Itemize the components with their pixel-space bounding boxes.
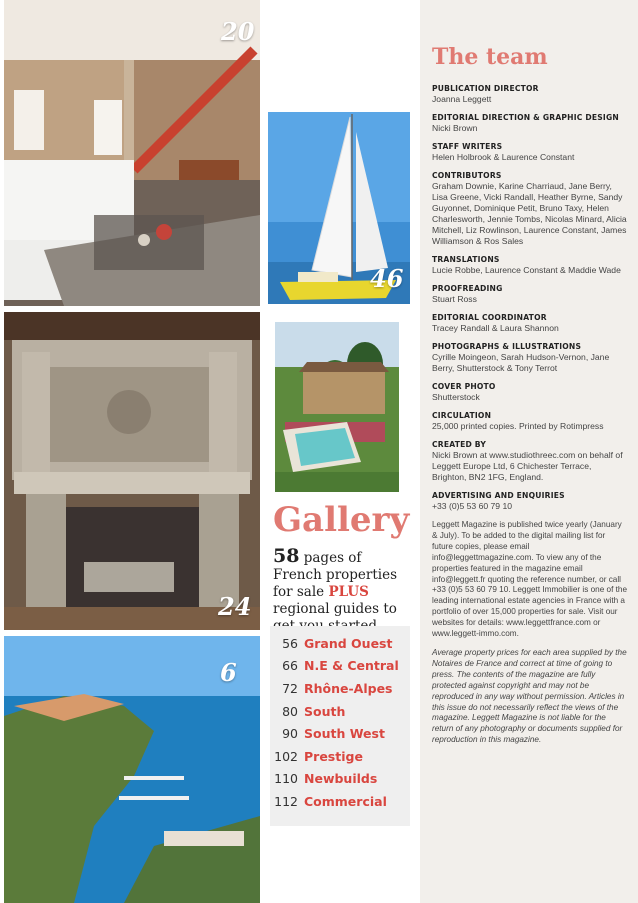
- toc-region-name: Commercial: [304, 793, 387, 809]
- credit-names: Helen Holbrook & Laurence Constant: [432, 152, 575, 162]
- toc-item[interactable]: [272, 722, 399, 745]
- credit-role: ADVERTISING AND ENQUIRIES: [432, 491, 565, 500]
- toc-page-number: 66: [282, 658, 298, 674]
- credit-names: Nicki Brown: [432, 123, 478, 133]
- credit-contributors: [432, 171, 628, 247]
- credit-role: PROOFREADING: [432, 284, 503, 293]
- credit-names: +33 (0)5 53 60 79 10: [432, 501, 513, 511]
- toc-item[interactable]: [272, 790, 399, 813]
- sailboat-photo: [268, 112, 410, 304]
- toc-page-number: 72: [282, 680, 298, 696]
- toc-region-name: N.E & Central: [304, 658, 399, 674]
- credit-editorial-coordinator: [432, 313, 628, 334]
- credit-role: EDITORIAL COORDINATOR: [432, 313, 547, 322]
- living-room-photo: [4, 0, 260, 306]
- credit-role: CONTRIBUTORS: [432, 171, 502, 180]
- credit-names: Stuart Ross: [432, 294, 477, 304]
- credit-names: Graham Downie, Karine Charriaud, Jane Berry, Lisa Greene, Vicki Randall, Heather Byrne, Sandy Guyonnet, Dominique Petit, Bruno Taxy, Helen Charlesworth, Jennie Tombs, Nicolas Minard, Alicia Mitchell, Liz Rowlinson, Laurence Constant, James Williamson & Ros Sales: [432, 181, 627, 246]
- credit-role: CREATED BY: [432, 440, 487, 449]
- toc-region-name: South: [304, 703, 346, 719]
- gallery-subtitle-line2: regional guides to: [273, 601, 397, 617]
- page-number-living-room: 20: [221, 17, 255, 46]
- toc-item[interactable]: [272, 655, 399, 678]
- toc-item[interactable]: [272, 677, 399, 700]
- credit-role: COVER PHOTO: [432, 382, 496, 391]
- toc-page-number: 56: [282, 635, 298, 651]
- credit-names: Tracey Randall & Laura Shannon: [432, 323, 559, 333]
- credit-role: PHOTOGRAPHS & ILLUSTRATIONS: [432, 342, 582, 351]
- fireplace-photo: [4, 312, 260, 630]
- credit-role: EDITORIAL DIRECTION & GRAPHIC DESIGN: [432, 113, 619, 122]
- gallery-plus-label: PLUS: [328, 584, 369, 600]
- credit-advertising: [432, 491, 628, 512]
- credit-role: PUBLICATION DIRECTOR: [432, 84, 539, 93]
- page-number-coast: 6: [220, 658, 237, 687]
- toc-region-name: Grand Ouest: [304, 635, 393, 651]
- credit-staff-writers: [432, 142, 628, 163]
- toc-page-number: 102: [274, 748, 298, 764]
- toc-region-name: South West: [304, 726, 385, 742]
- credit-names: Joanna Leggett: [432, 94, 492, 104]
- team-title: The team: [432, 44, 548, 70]
- page-number-fireplace: 24: [218, 592, 252, 621]
- credit-names: Nicki Brown at www.studiothreec.com on behalf of Leggett Europe Ltd, 6 Chichester Terrace, Brighton, BN2 1FG, England.: [432, 450, 623, 482]
- pool-house-photo: [275, 322, 399, 492]
- credit-names: Shutterstock: [432, 392, 480, 402]
- credit-proofreading: [432, 284, 628, 305]
- toc-item[interactable]: [272, 745, 399, 768]
- disclaimer-paragraph: Average property prices for each area supplied by the Notaires de France and correct at time of going to press. The contents of the magazine are fully protected against copyright and may not be reproduced in any way without permission. Articles in this issue do not necessarily reflect the views of the magazine. Leggett Magazine is not liable for the return of any photography or documents supplied for reproduction in this magazine.: [432, 647, 627, 745]
- credit-names: Cyrille Moingeon, Sarah Hudson-Vernon, Jane Berry, Shutterstock & Tony Terrot: [432, 352, 610, 373]
- credit-role: CIRCULATION: [432, 411, 492, 420]
- team-credits: [432, 84, 628, 746]
- gallery-contents-list: [272, 632, 399, 813]
- credit-translations: [432, 255, 628, 276]
- credit-names: 25,000 printed copies. Printed by Rotimpress: [432, 421, 604, 431]
- gallery-page-count: 58: [273, 545, 300, 567]
- toc-item[interactable]: [272, 768, 399, 791]
- toc-item[interactable]: [272, 700, 399, 723]
- credit-publication-director: [432, 84, 628, 105]
- credit-role: STAFF WRITERS: [432, 142, 503, 151]
- gallery-subtitle: [273, 545, 408, 635]
- credit-circulation: [432, 411, 628, 432]
- credit-created-by: [432, 440, 628, 483]
- toc-page-number: 110: [274, 771, 298, 787]
- toc-region-name: Newbuilds: [304, 771, 378, 787]
- credit-names: Lucie Robbe, Laurence Constant & Maddie Wade: [432, 265, 621, 275]
- toc-page-number: 80: [282, 703, 298, 719]
- credit-cover-photo: [432, 382, 628, 403]
- toc-page-number: 112: [274, 793, 298, 809]
- credit-editorial-direction: [432, 113, 628, 134]
- toc-region-name: Rhône-Alpes: [304, 680, 393, 696]
- coast-photo: [4, 636, 260, 903]
- toc-item[interactable]: [272, 632, 399, 655]
- toc-region-name: Prestige: [304, 748, 363, 764]
- gallery-subtitle-line1: pages of French properties for sale: [273, 550, 398, 600]
- page-number-sailboat: 46: [370, 264, 404, 293]
- credit-role: TRANSLATIONS: [432, 255, 500, 264]
- magazine-info-paragraph: Leggett Magazine is published twice yearly (January & July). To be added to the digital mailing list for future copies, please email info@leggettmagazine.com. To view any of the properties featured in the magazine email info@leggett.fr quoting the reference number, or call +33 (0)5 53 60 79 10. Leggett Immobilier is one of the leading international estate agencies in France with a portfolio of over 15,000 properties for sale. Visit our websites for details: www.leggettfrance.com or www.leggett-immo.com.: [432, 520, 628, 639]
- toc-page-number: 90: [282, 726, 298, 742]
- credit-photographs: [432, 342, 628, 374]
- gallery-title: Gallery: [273, 500, 410, 540]
